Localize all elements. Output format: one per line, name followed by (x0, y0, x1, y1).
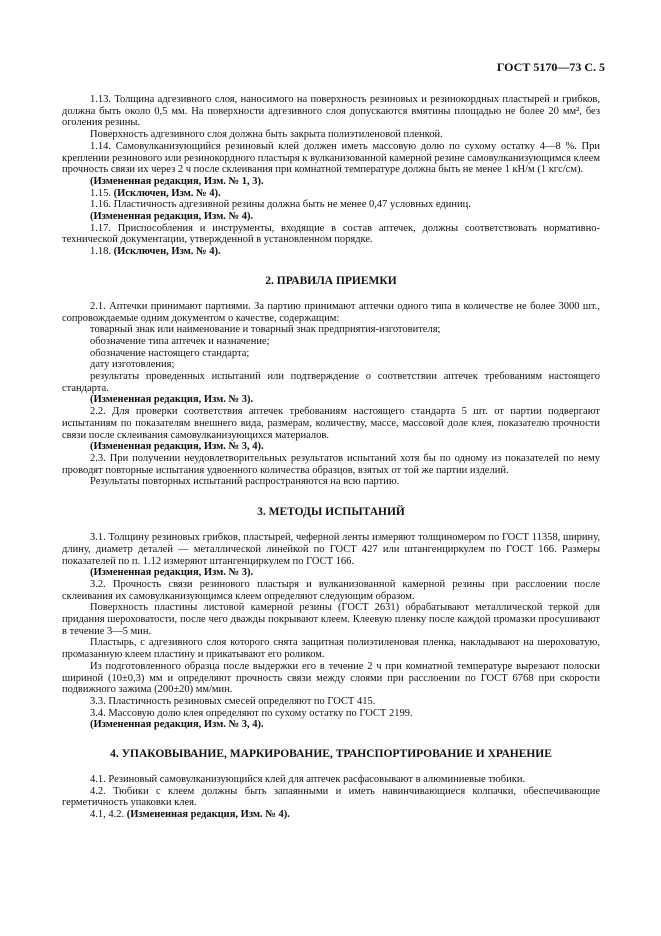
paragraph-1-17: 1.17. Приспособления и инструменты, входящие в состав аптечек, должны соответствовать нормативно-технической документации, утвержденной в установленном порядке. (62, 222, 600, 246)
revision-note: (Измененная редакция, Изм. № 3). (90, 394, 254, 406)
clause-number: 1.18. (90, 246, 114, 258)
paragraph-3-2-b: Поверхность пластины листовой камерной резины (ГОСТ 2631) обрабатывают металлической теркой для придания шероховатости, после чего дважды покрывают клеем. Клеевую пленку после каждой промазки просушивают в течение 3—5 мин. (62, 602, 600, 637)
paragraph-2-2: 2.2. Для проверки соответствия аптечек требованиям настоящего стандарта 5 шт. от партии подвергают испытаниям по показателям внешнего вида, размерам, количеству, массе, массовой доле клея, показателю прочности связи после склеивания самовулканизующихся материалов. (62, 406, 600, 441)
clause-number: 1.15. (90, 187, 114, 199)
revision-note: (Измененная редакция, Изм. № 1, 3). (90, 175, 264, 187)
paragraph-2-3-b: Результаты повторных испытаний распространяются на всю партию. (90, 476, 400, 488)
paragraph-1-15 (62, 188, 600, 200)
list-item: обозначение типа аптечек и назначение; (90, 335, 270, 347)
section-heading-2: 2. ПРАВИЛА ПРИЕМКИ (265, 274, 397, 287)
paragraph-2-1: 2.1. Аптечки принимают партиями. За партию принимают аптечки одного типа в количестве не более 3000 шт., сопровождаемые одним документом о качестве, содержащим: (62, 300, 600, 324)
document-body (62, 94, 600, 821)
revision-note: (Измененная редакция, Изм. № 3, 4). (90, 441, 264, 453)
revision-note: (Измененная редакция, Изм. № 3, 4). (90, 719, 264, 731)
revision-note: (Измененная редакция, Изм. № 4). (126, 809, 290, 821)
revision-note: (Измененная редакция, Изм. № 3). (90, 567, 254, 579)
section-heading-4: 4. УПАКОВЫВАНИЕ, МАРКИРОВАНИЕ, ТРАНСПОРТИРОВАНИЕ И ХРАНЕНИЕ (110, 748, 552, 761)
revision-note: (Исключен, Изм. № 4). (113, 246, 221, 258)
paragraph-1-13-b: Поверхность адгезивного слоя должна быть закрыта полиэтиленовой пленкой. (90, 129, 443, 141)
revision-note: (Исключен, Изм. № 4). (113, 187, 221, 199)
list-item: дату изготовления; (90, 359, 175, 371)
list-item: обозначение настоящего стандарта; (90, 347, 250, 359)
paragraph-2-3: 2.3. При получении неудовлетворительных результатов испытаний хотя бы по одному из показателей по нему проводят повторные испытания удвоенного количества образцов, взятых от той же партии изделий. (62, 452, 600, 476)
paragraph-3-4: 3.4. Массовую долю клея определяют по сухому остатку по ГОСТ 2199. (90, 707, 413, 719)
paragraph-1-14: 1.14. Самовулканизующийся резиновый клей должен иметь массовую долю по сухому остатку 4—8 %. При креплении резинового или резинокордного пластыря к вулканизованной камерной резине самовулканизующимся клеем прочность связи их через 2 ч после склеивания при комнатной температуре должна быть не менее 1 кН/м (1 кгс/см). (62, 140, 600, 176)
paragraph-4-2: 4.2. Тюбики с клеем должны быть запаянными и иметь навинчивающиеся колпачки, обеспечивающие герметичность упаковки клея. (62, 785, 600, 809)
paragraph-3-3: 3.3. Пластичность резиновых смесей определяют по ГОСТ 415. (90, 695, 376, 707)
paragraph-4-1: 4.1. Резиновый самовулканизующийся клей для аптечек расфасовывают в алюминиевые тюбики. (90, 774, 526, 786)
paragraph-1-18 (62, 246, 600, 258)
paragraph-3-2: 3.2. Прочность связи резинового пластыря и вулканизованной камерной резины при расслоении после склеивания их самовулканизующимся клеем определяют следующим образом. (62, 578, 600, 602)
paragraph-3-2-d: Из подготовленного образца после выдержки его в течение 2 ч при комнатной температуре вырезают полоски шириной (10±0,3) мм и определяют прочность связи между слоями при расслоении по ГОСТ 6768 при скорости подвижного зажима (200±20) мм/мин. (62, 660, 600, 696)
paragraph-1-13: 1.13. Толщина адгезивного слоя, наносимого на поверхность резиновых и резинокордных пластырей и грибков, должна быть около 0,5 мм. На поверхности адгезивного слоя допускаются вмятины площадью не более 20 мм², без оголения резины. (62, 94, 600, 129)
paragraph-1-16: 1.16. Пластичность адгезивной резины должна быть не менее 0,47 условных единиц. (90, 199, 471, 211)
paragraph-3-1: 3.1. Толщину резиновых грибков, пластырей, чеферной ленты измеряют толщиномером по ГОСТ 11358, ширину, длину, диаметр деталей — металлической линейкой по ГОСТ 427 или штангенциркулем по ГОСТ 166. Размеры показателей по п. 1.12 измеряют штангенциркулем по ГОСТ 166. (62, 532, 600, 567)
list-item: результаты проведенных испытаний или подтверждение о соответствии аптечек требованиям настоящего стандарта. (62, 371, 600, 394)
clause-number: 4.1, 4.2. (90, 809, 127, 821)
section-heading-3: 3. МЕТОДЫ ИСПЫТАНИЙ (257, 506, 405, 519)
page-header: ГОСТ 5170—73 С. 5 (496, 60, 605, 74)
paragraph-3-2-c: Пластырь, с адгезивного слоя которого снята защитная полиэтиленовая пленка, накладывают на шероховатую, промазанную клеем пластину и прикатывают его роликом. (62, 637, 600, 661)
revision-note: (Измененная редакция, Изм. № 4). (90, 211, 254, 223)
paragraph-4-rev (62, 809, 600, 821)
list-item: товарный знак или наименование и товарный знак предприятия-изготовителя; (90, 324, 441, 336)
